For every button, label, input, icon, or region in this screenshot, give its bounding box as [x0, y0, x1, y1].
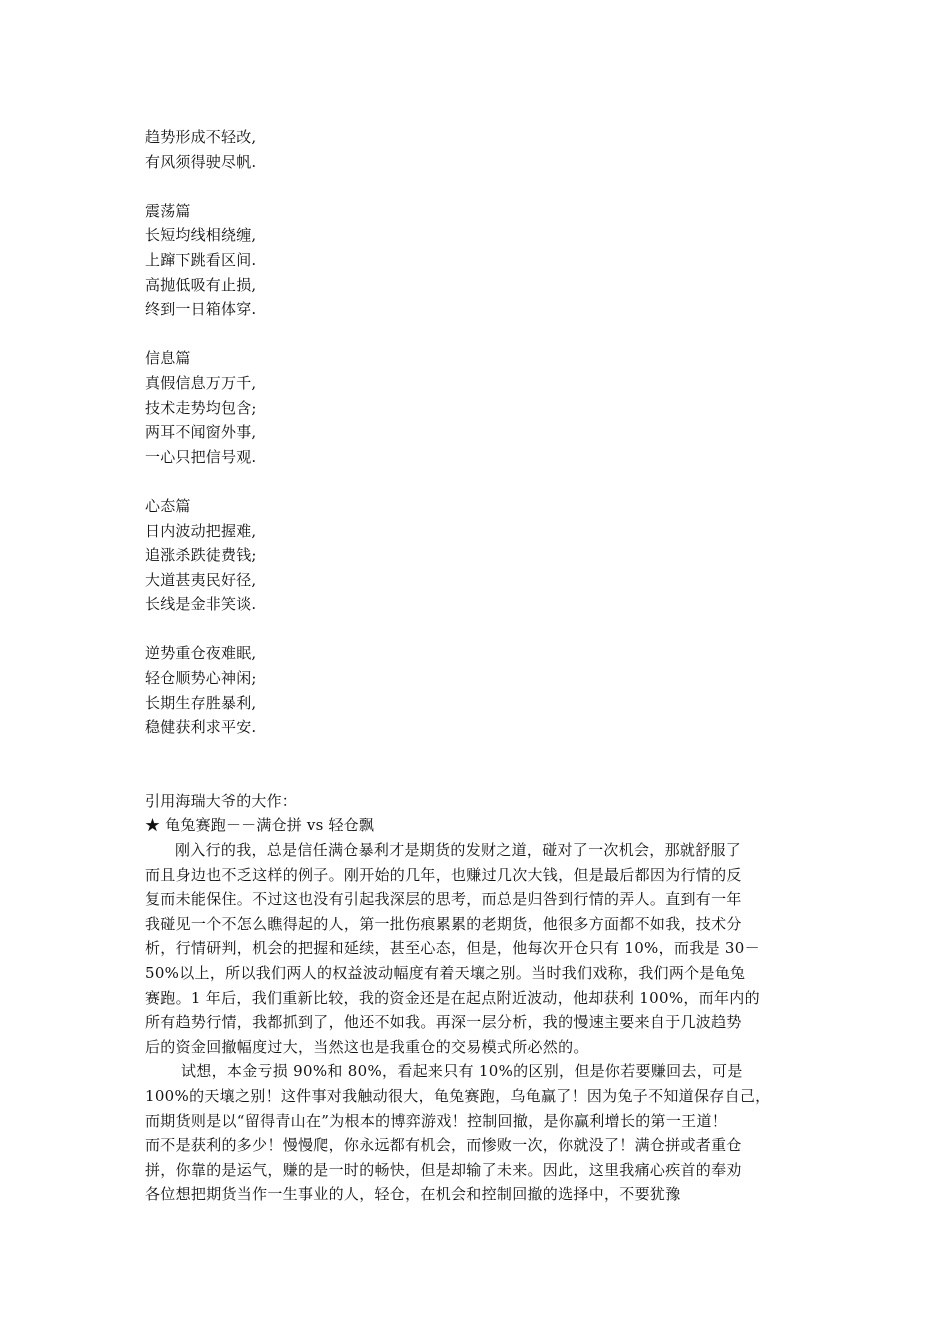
paragraph-line: 而且身边也不乏这样的例子。刚开始的几年，也赚过几次大钱，但是最后都因为行情的反: [145, 865, 742, 884]
poem-line: 日内波动把握难,: [145, 521, 257, 540]
poem-line: 稳健获利求平安.: [145, 718, 257, 737]
poem-line: 技术走势均包含;: [145, 398, 257, 417]
article-paragraph-2: [145, 1059, 815, 1207]
poem-line: 终到一日箱体穿.: [145, 300, 257, 319]
paragraph-line: 而期货则是以“留得青山在”为根本的博弈游戏！控制回撤，是你赢利增长的第一王道！: [145, 1111, 728, 1130]
section-heading: 信息篇: [145, 349, 191, 368]
article-intro: 引用海瑞大爷的大作：: [145, 791, 298, 810]
paragraph-line: 析，行情研判，机会的把握和延续，甚至心态，但是，他每次开仓只有 10%，而我是 30－: [145, 939, 760, 958]
paragraph-line: 100%的天壤之别！这件事对我触动很大，龟兔赛跑，乌龟赢了！因为兔子不知道保存自己，: [145, 1086, 771, 1105]
section-heading: 震荡篇: [145, 201, 191, 220]
paragraph-line: 试想，本金亏损 90%和 80%，看起来只有 10%的区别，但是你若要赚回去，可是: [181, 1062, 743, 1081]
poem-line: 两耳不闻窗外事,: [145, 423, 257, 442]
poem-line: 长短均线相绕缠,: [145, 226, 257, 245]
poem-line: 大道甚夷民好径,: [145, 570, 257, 589]
paragraph-line: 拼，你靠的是运气，赚的是一时的畅快，但是却输了未来。因此，这里我痛心疾首的奉劝: [145, 1160, 742, 1179]
blank-line: [145, 617, 815, 642]
poem-line: 高抛低吸有止损,: [145, 275, 257, 294]
paragraph-line: 后的资金回撤幅度过大，当然这也是我重仓的交易模式所必然的。: [145, 1037, 589, 1056]
poem-line: 长线是金非笑谈.: [145, 595, 257, 614]
paragraph-line: 而不是获利的多少！慢慢爬，你永远都有机会，而惨败一次，你就没了！满仓拼或者重仓: [145, 1136, 742, 1155]
blank-line: [145, 469, 815, 494]
paragraph-line: 我碰见一个不怎么瞧得起的人，第一批伤痕累累的老期货，他很多方面都不如我，技术分: [145, 914, 742, 933]
paragraph-line: 所有趋势行情，我都抓到了，他还不如我。再深一层分析，我的慢速主要来自于几波趋势: [145, 1013, 742, 1032]
blank-line: [145, 740, 815, 789]
paragraph-line: 赛跑。1 年后，我们重新比较，我的资金还是在起点附近波动，他却获利 100%，而年内的: [145, 988, 760, 1007]
poem-line: 逆势重仓夜难眠,: [145, 644, 257, 663]
poem-line: 上蹿下跳看区间.: [145, 250, 257, 269]
poem-line: 有风须得驶尽帆.: [145, 152, 257, 171]
paragraph-line: 刚入行的我，总是信任满仓暴利才是期货的发财之道，碰对了一次机会，那就舒服了: [175, 841, 742, 860]
poem-line: 一心只把信号观.: [145, 447, 257, 466]
paragraph-line: 复而未能保住。不过这也没有引起我深层的思考，而总是归咎到行情的弄人。直到有一年: [145, 890, 742, 909]
blank-line: [145, 174, 815, 199]
section-heading: 心态篇: [145, 496, 191, 515]
poem-line: 追涨杀跌徒费钱;: [145, 546, 257, 565]
paragraph-line: 各位想把期货当作一生事业的人，轻仓，在机会和控制回撤的选择中，不要犹豫: [145, 1185, 681, 1204]
poem-line: 轻仓顺势心神闲;: [145, 669, 257, 688]
article-title: ★ 龟兔赛跑－－满仓拼 vs 轻仓飘: [145, 816, 375, 835]
article-paragraph-1: [145, 838, 815, 1059]
poem-line: 真假信息万万千,: [145, 373, 257, 392]
poem-line: 长期生存胜暴利,: [145, 693, 257, 712]
paragraph-line: 50%以上，所以我们两人的权益波动幅度有着天壤之别。当时我们戏称，我们两个是龟兔: [145, 964, 746, 982]
blank-line: [145, 322, 815, 347]
poem-line: 趋势形成不轻改,: [145, 128, 257, 146]
document-body: [145, 125, 815, 1207]
